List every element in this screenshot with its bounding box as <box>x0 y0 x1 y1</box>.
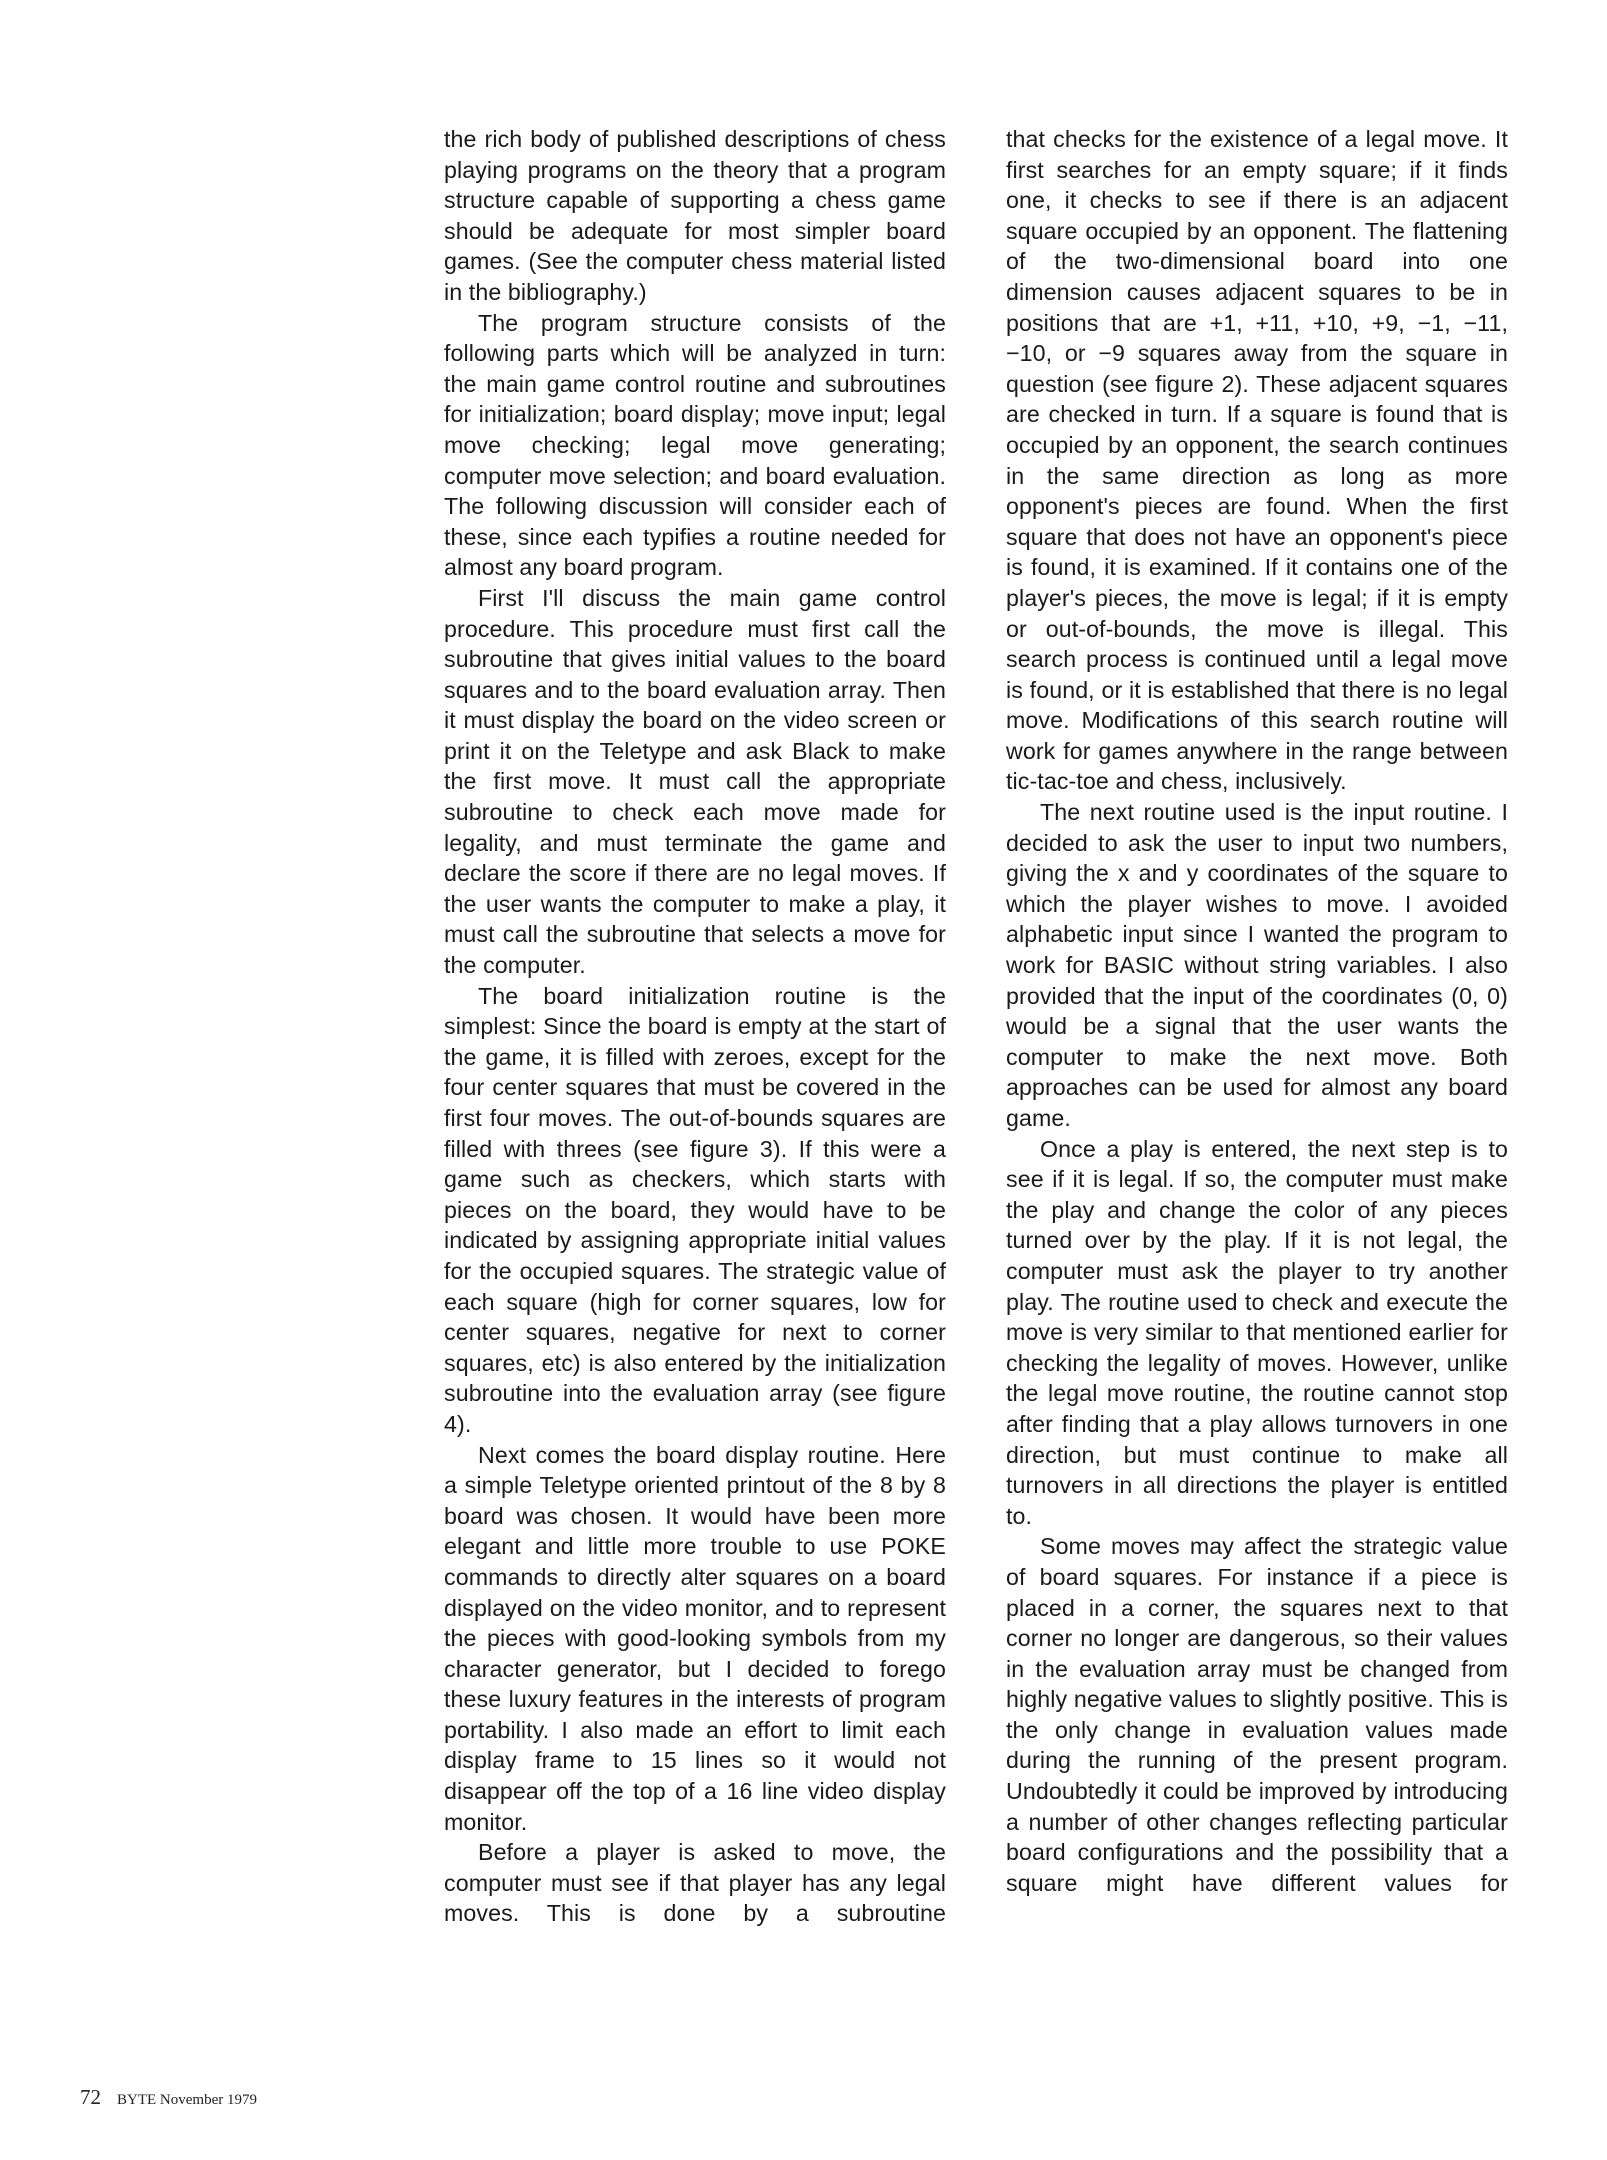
paragraph: The board initialization routine is the simplest: Since the board is empty at the start of the game, it is filled with zeroes, except for the four center squares that must be covered in the first four moves. The out-of-bounds squares are filled with threes (see figure 3). If this were a game such as checkers, which starts with pieces on the board, they would have to be indicated by assigning appropriate initial values for the occupied squares. The strategic value of each square (high for corner squares, low for center squares, negative for next to corner squares, etc) is also entered by the initialization subroutine into the evaluation array (see figure 4). <box>444 982 946 1437</box>
paragraph: Next comes the board display routine. Here a simple Teletype oriented printout of the 8 by 8 board was chosen. It would have been more elegant and little more trouble to use POKE commands to directly alter squares on a board displayed on the video monitor, and to represent the pieces with good-looking symbols from my character generator, but I decided to forego these luxury features in the interests of program portability. I also made an effort to limit each display frame to 15 lines so it would not disappear off the top of a 16 line video display monitor. <box>444 1441 946 1835</box>
paragraph: Some moves may affect the strategic value of board squares. For instance if a piece is placed in a corner, the squares next to that corner no longer are dangerous, so their values in the evaluation array must be changed from highly negative values to slightly positive. This is the only change in evaluation values made during the running of the present program. Undoubtedly it could be improved by introducing a number of other changes reflecting particular board configurations and the possibility that a square might have different values for <box>1006 1533 1508 1896</box>
page-number: 72 <box>80 2085 101 2109</box>
paragraph: The program structure consists of the following parts which will be analyzed in turn: the main game control routine and subroutines for initialization; board display; move input; legal move checking; legal move generating; computer move selection; and board evaluation. The following discussion will consider each of these, since each typifies a routine needed for almost any board program. <box>444 309 946 581</box>
paragraph: that checks for the existence of a legal move. It first searches for an empty square; if it finds one, it checks to see if there is an adjacent square occupied by an opponent. The flattening of the two-dimensional board into one dimension causes adjacent squares to be in positions that are +1, +11, +10, +9, −1, −11, −10, or −9 squares away from the square in question (see figure 2). These adjacent squares are checked in turn. If a square is found that is occupied by an opponent, the search continues in the same direction as long as more opponent's pieces are found. When the first square that does not have an opponent's piece is found, it is examined. If it contains one of the player's pieces, the move is legal; if it is empty or out-of-bounds, the move is illegal. This search process is continued until a legal move is found, or it is established that there is no legal move. Modifications of this search routine will work for games anywhere in the range between tic-tac-toe and chess, inclusively. <box>1006 126 1508 795</box>
paragraph: Before a player is asked to move, the computer must see if that player has any legal moves. This is done by a subroutine <box>444 1839 946 1927</box>
paragraph: the rich body of published descriptions of chess playing programs on the theory that a program structure capable of supporting a chess game should be adequate for most simpler board games. (See the computer chess material listed in the bibliography.) <box>444 126 946 305</box>
left-text-column <box>444 124 946 1929</box>
right-text-column <box>1006 124 1508 1898</box>
page-footer <box>80 2085 257 2110</box>
magazine-issue: BYTE November 1979 <box>117 2092 257 2108</box>
paragraph: First I'll discuss the main game control procedure. This procedure must first call the subroutine that gives initial values to the board squares and to the board evaluation array. Then it must display the board on the video screen or print it on the Teletype and ask Black to make the first move. It must call the appropriate subroutine to check each move made for legality, and must terminate the game and declare the score if there are no legal moves. If the user wants the computer to make a play, it must call the subroutine that selects a move for the computer. <box>444 584 946 979</box>
paragraph: Once a play is entered, the next step is to see if it is legal. If so, the computer must make the play and change the color of any pieces turned over by the play. If it is not legal, the computer must ask the player to try another play. The routine used to check and execute the move is very similar to that mentioned earlier for checking the legality of moves. However, unlike the legal move routine, the routine cannot stop after finding that a play allows turnovers in one direction, but must continue to make all turnovers in all directions the player is entitled to. <box>1006 1135 1508 1529</box>
paragraph: The next routine used is the input routine. I decided to ask the user to input two numbers, giving the x and y coordinates of the square to which the player wishes to move. I avoided alphabetic input since I wanted the program to work for BASIC without string variables. I also provided that the input of the coordinates (0, 0) would be a signal that the user wants the computer to make the next move. Both approaches can be used for almost any board game. <box>1006 799 1508 1131</box>
